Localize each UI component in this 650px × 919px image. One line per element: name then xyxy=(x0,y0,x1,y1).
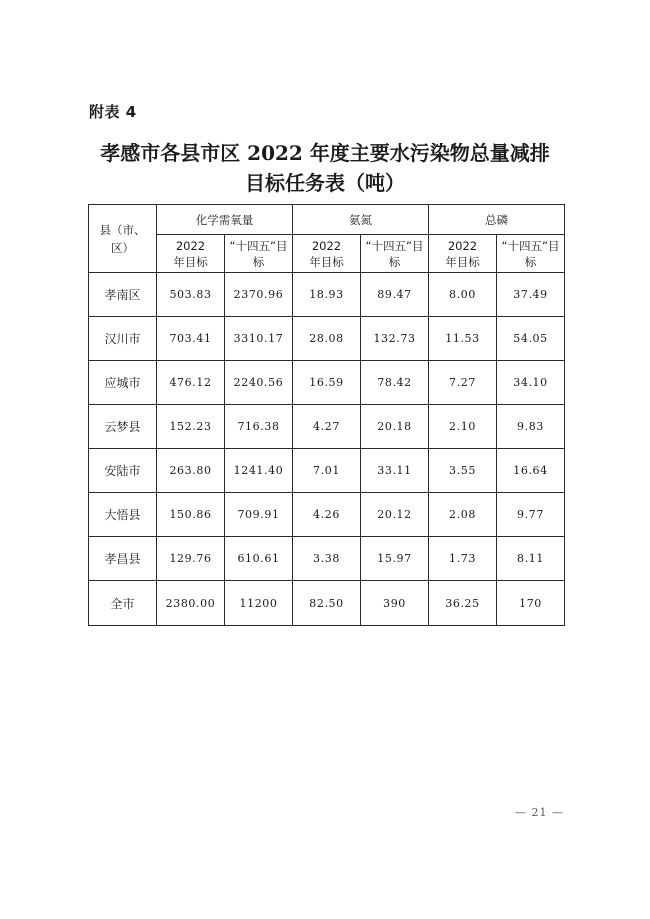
header-region-label: 县（市、区） xyxy=(99,222,146,255)
value-cod-14th: 1241.40 xyxy=(225,449,293,493)
value-cod-14th: 3310.17 xyxy=(225,317,293,361)
region-name: 孝昌县 xyxy=(89,537,157,581)
header-row-groups xyxy=(89,205,565,235)
total-ammonia-14th: 390 xyxy=(361,581,429,626)
value-ammonia-14th: 78.42 xyxy=(361,361,429,405)
value-phosphorus-2022: 3.55 xyxy=(429,449,497,493)
value-ammonia-2022: 4.27 xyxy=(293,405,361,449)
header-ammonia-14th-label: “十四五”目标 xyxy=(365,238,424,269)
value-phosphorus-14th: 8.11 xyxy=(497,537,565,581)
table-row xyxy=(89,361,565,405)
total-phosphorus-14th: 170 xyxy=(497,581,565,626)
value-ammonia-2022: 16.59 xyxy=(293,361,361,405)
value-ammonia-14th: 89.47 xyxy=(361,273,429,317)
table-total-row xyxy=(89,581,565,626)
region-name: 云梦县 xyxy=(89,405,157,449)
table-row xyxy=(89,537,565,581)
value-phosphorus-14th: 9.77 xyxy=(497,493,565,537)
header-phosphorus: 总磷 xyxy=(429,205,565,235)
table-row xyxy=(89,317,565,361)
page-number: — 21 — xyxy=(515,806,564,819)
header-cod-2022-label: 2022 年目标 xyxy=(173,238,208,269)
value-cod-2022: 152.23 xyxy=(157,405,225,449)
total-cod-2022: 2380.00 xyxy=(157,581,225,626)
value-cod-14th: 716.38 xyxy=(225,405,293,449)
region-name: 大悟县 xyxy=(89,493,157,537)
value-ammonia-2022: 3.38 xyxy=(293,537,361,581)
region-name: 安陆市 xyxy=(89,449,157,493)
value-ammonia-2022: 28.08 xyxy=(293,317,361,361)
region-name: 应城市 xyxy=(89,361,157,405)
value-phosphorus-2022: 2.10 xyxy=(429,405,497,449)
header-row-sub xyxy=(89,235,565,273)
value-cod-2022: 129.76 xyxy=(157,537,225,581)
value-phosphorus-2022: 2.08 xyxy=(429,493,497,537)
value-cod-2022: 150.86 xyxy=(157,493,225,537)
table-row xyxy=(89,493,565,537)
value-cod-2022: 503.83 xyxy=(157,273,225,317)
header-cod-2022 xyxy=(157,235,225,273)
header-cod-14th xyxy=(225,235,293,273)
doc-title-line1: 孝感市各县市区 2022 年度主要水污染物总量减排 xyxy=(100,141,550,165)
value-phosphorus-14th: 16.64 xyxy=(497,449,565,493)
doc-title-line2: 目标任务表（吨） xyxy=(245,171,405,195)
value-ammonia-14th: 132.73 xyxy=(361,317,429,361)
region-name: 孝南区 xyxy=(89,273,157,317)
value-ammonia-14th: 33.11 xyxy=(361,449,429,493)
total-cod-14th: 11200 xyxy=(225,581,293,626)
total-phosphorus-2022: 36.25 xyxy=(429,581,497,626)
value-cod-2022: 703.41 xyxy=(157,317,225,361)
total-ammonia-2022: 82.50 xyxy=(293,581,361,626)
table-row xyxy=(89,405,565,449)
header-cod: 化学需氧量 xyxy=(157,205,293,235)
value-phosphorus-14th: 9.83 xyxy=(497,405,565,449)
header-ammonia-2022 xyxy=(293,235,361,273)
header-ammonia-2022-label: 2022 年目标 xyxy=(309,238,344,269)
value-cod-14th: 610.61 xyxy=(225,537,293,581)
value-ammonia-14th: 20.12 xyxy=(361,493,429,537)
header-phosphorus-2022 xyxy=(429,235,497,273)
annex-label: 附表 4 xyxy=(89,103,137,121)
header-ammonia: 氨氮 xyxy=(293,205,429,235)
value-ammonia-14th: 20.18 xyxy=(361,405,429,449)
value-cod-14th: 709.91 xyxy=(225,493,293,537)
region-name: 汉川市 xyxy=(89,317,157,361)
value-ammonia-2022: 18.93 xyxy=(293,273,361,317)
value-phosphorus-2022: 7.27 xyxy=(429,361,497,405)
value-phosphorus-14th: 37.49 xyxy=(497,273,565,317)
table-row xyxy=(89,273,565,317)
value-cod-14th: 2370.96 xyxy=(225,273,293,317)
value-cod-2022: 476.12 xyxy=(157,361,225,405)
value-phosphorus-14th: 34.10 xyxy=(497,361,565,405)
value-phosphorus-14th: 54.05 xyxy=(497,317,565,361)
header-ammonia-14th xyxy=(361,235,429,273)
emission-target-table xyxy=(88,204,565,626)
value-phosphorus-2022: 11.53 xyxy=(429,317,497,361)
table-row xyxy=(89,449,565,493)
header-phosphorus-2022-label: 2022 年目标 xyxy=(445,238,480,269)
header-phosphorus-14th-label: “十四五”目标 xyxy=(501,238,560,269)
value-phosphorus-2022: 8.00 xyxy=(429,273,497,317)
value-ammonia-14th: 15.97 xyxy=(361,537,429,581)
header-cod-14th-label: “十四五”目标 xyxy=(229,238,288,269)
value-cod-2022: 263.80 xyxy=(157,449,225,493)
header-region xyxy=(89,205,157,273)
header-phosphorus-14th xyxy=(497,235,565,273)
value-ammonia-2022: 7.01 xyxy=(293,449,361,493)
value-phosphorus-2022: 1.73 xyxy=(429,537,497,581)
value-ammonia-2022: 4.26 xyxy=(293,493,361,537)
total-name: 全市 xyxy=(89,581,157,626)
value-cod-14th: 2240.56 xyxy=(225,361,293,405)
